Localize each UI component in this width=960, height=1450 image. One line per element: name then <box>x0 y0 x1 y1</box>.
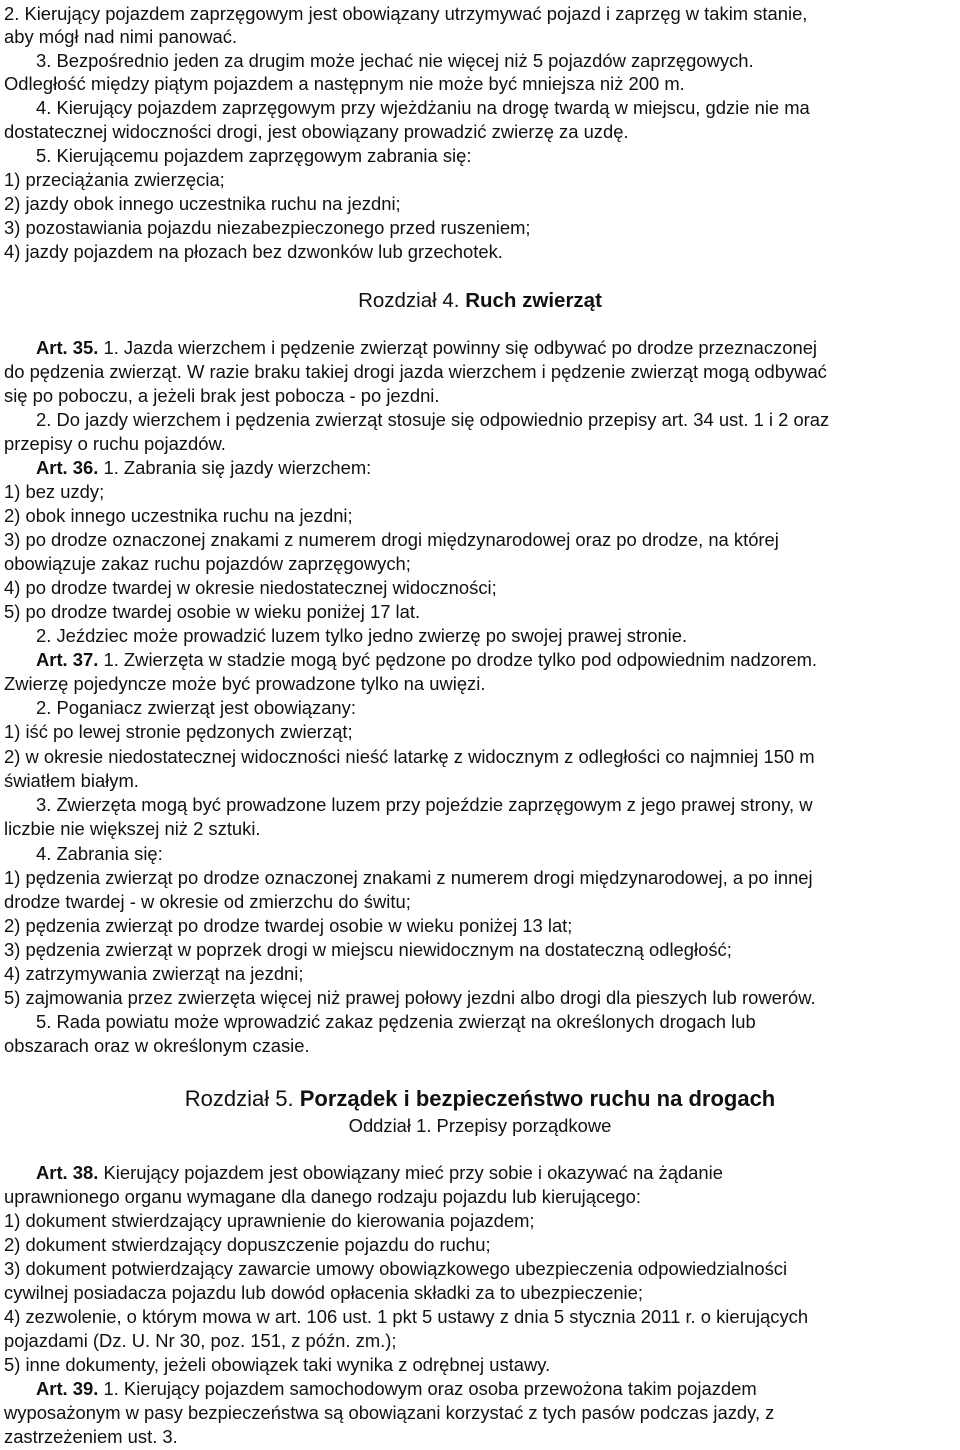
text-line: 2) obok innego uczestnika ruchu na jezdni; <box>4 505 353 526</box>
section-subtitle: Oddział 1. Przepisy porządkowe <box>348 1115 612 1136</box>
text-line: 4. Kierujący pojazdem zaprzęgowym przy wjeżdżaniu na drogę twardą w miejscu, gdzie nie ma <box>36 97 810 118</box>
text-line: liczbie nie większej niż 2 sztuki. <box>4 818 261 839</box>
text-line: Odległość między piątym pojazdem a następnym nie może być mniejsza niż 200 m. <box>4 73 685 94</box>
article-text: 1. Zwierzęta w stadzie mogą być pędzone po drodze tylko pod odpowiednim nadzorem. <box>103 649 818 670</box>
text-line: 5) po drodze twardej osobie w wieku poniżej 17 lat. <box>4 601 421 622</box>
text-line: 5. Kierującemu pojazdem zaprzęgowym zabrania się: <box>36 145 472 166</box>
chapter-title: Ruch zwierząt <box>465 289 602 312</box>
text-line: 2. Do jazdy wierzchem i pędzenia zwierząt stosuje się odpowiednio przepisy art. 34 ust. 1 i 2 oraz <box>36 409 830 430</box>
text-line: 5) zajmowania przez zwierzęta więcej niż prawej połowy jezdni albo drogi dla pieszych lub rowerów. <box>4 987 816 1008</box>
text-line: drodze twardej - w okresie od zmierzchu do świtu; <box>4 891 411 912</box>
text-line: 3) po drodze oznaczonej znakami z numerem drogi międzynarodowej oraz po drodze, na której <box>4 529 779 550</box>
article-label: Art. 39. <box>36 1378 99 1399</box>
text-line: 1) przeciążania zwierzęcia; <box>4 169 225 190</box>
text-line: dostatecznej widoczności drogi, jest obowiązany prowadzić zwierzę za uzdę. <box>4 121 629 142</box>
text-line: 4) jazdy pojazdem na płozach bez dzwonków lub grzechotek. <box>4 241 503 262</box>
text-line: 2. Jeździec może prowadzić luzem tylko jedno zwierzę po swojej prawej stronie. <box>36 625 688 646</box>
text-line: 3. Zwierzęta mogą być prowadzone luzem przy pojeździe zaprzęgowym z jego prawej strony, w <box>36 794 813 815</box>
text-line: 2) dokument stwierdzający dopuszczenie pojazdu do ruchu; <box>4 1234 491 1255</box>
chapter-number: Rozdział 4. <box>358 289 460 312</box>
text-line: 4) zezwolenie, o którym mowa w art. 106 ust. 1 pkt 5 ustawy z dnia 5 stycznia 2011 r. o kierujących <box>4 1306 809 1327</box>
text-line: 2) w okresie niedostatecznej widoczności nieść latarkę z widocznym z odległości co najmniej 150 m <box>4 746 815 767</box>
text-line: 3) pozostawiania pojazdu niezabezpieczonego przed ruszeniem; <box>4 217 531 238</box>
text-line: 1) pędzenia zwierząt po drodze oznaczonej znakami z numerem drogi międzynarodowej, a po innej <box>4 867 813 888</box>
text-line: aby mógł nad nimi panować. <box>4 26 238 47</box>
text-line: 4. Zabrania się: <box>36 843 163 864</box>
article-line <box>36 1161 723 1185</box>
article-text: 1. Zabrania się jazdy wierzchem: <box>103 457 372 478</box>
article-line <box>36 336 817 360</box>
article-label: Art. 38. <box>36 1162 99 1183</box>
article-text: 1. Jazda wierzchem i pędzenie zwierząt powinny się odbywać po drodze przeznaczonej <box>103 337 818 358</box>
text-line: 2. Poganiacz zwierząt jest obowiązany: <box>36 697 356 718</box>
text-line: 5) inne dokumenty, jeżeli obowiązek taki wynika z odrębnej ustawy. <box>4 1354 551 1375</box>
text-line: wyposażonym w pasy bezpieczeństwa są obowiązani korzystać z tych pasów podczas jazdy, z <box>4 1402 775 1423</box>
text-line: 1) dokument stwierdzający uprawnienie do kierowania pojazdem; <box>4 1210 535 1231</box>
chapter-heading <box>0 1087 960 1111</box>
text-line: 2) pędzenia zwierząt po drodze twardej osobie w wieku poniżej 13 lat; <box>4 915 573 936</box>
text-line: Zwierzę pojedyncze może być prowadzone tylko na uwięzi. <box>4 673 486 694</box>
text-line: 4) po drodze twardej w okresie niedostatecznej widoczności; <box>4 577 497 598</box>
article-label: Art. 35. <box>36 337 99 358</box>
article-text: Kierujący pojazdem jest obowiązany mieć przy sobie i okazywać na żądanie <box>103 1162 723 1183</box>
text-line: przepisy o ruchu pojazdów. <box>4 433 226 454</box>
text-line: obowiązuje zakaz ruchu pojazdów zaprzęgowych; <box>4 553 411 574</box>
text-line: się po poboczu, a jeżeli brak jest pobocza - po jezdni. <box>4 385 440 406</box>
text-line: zastrzeżeniem ust. 3. <box>4 1426 178 1447</box>
chapter-heading <box>0 289 960 313</box>
text-line: 3. Bezpośrednio jeden za drugim może jechać nie więcej niż 5 pojazdów zaprzęgowych. <box>36 50 754 71</box>
text-line: uprawnionego organu wymagane dla danego rodzaju pojazdu lub kierującego: <box>4 1186 641 1207</box>
text-line: obszarach oraz w określonym czasie. <box>4 1035 310 1056</box>
article-label: Art. 37. <box>36 649 99 670</box>
text-line: 5. Rada powiatu może wprowadzić zakaz pędzenia zwierząt na określonych drogach lub <box>36 1011 756 1032</box>
text-line: do pędzenia zwierząt. W razie braku takiej drogi jazda wierzchem i pędzenie zwierząt mogą odbywać <box>4 361 827 382</box>
text-line: 4) zatrzymywania zwierząt na jezdni; <box>4 963 304 984</box>
text-line: pojazdami (Dz. U. Nr 30, poz. 151, z późn. zm.); <box>4 1330 397 1351</box>
text-line: 3) dokument potwierdzający zawarcie umowy obowiązkowego ubezpieczenia odpowiedzialności <box>4 1258 788 1279</box>
text-line: 2) jazdy obok innego uczestnika ruchu na jezdni; <box>4 193 401 214</box>
article-line <box>36 648 817 672</box>
text-line: cywilnej posiadacza pojazdu lub dowód opłacenia składki za to ubezpieczenie; <box>4 1282 643 1303</box>
article-text: 1. Kierujący pojazdem samochodowym oraz osoba przewożona takim pojazdem <box>103 1378 757 1399</box>
article-label: Art. 36. <box>36 457 99 478</box>
article-line <box>36 1377 757 1401</box>
chapter-title: Porządek i bezpieczeństwo ruchu na drogach <box>299 1086 776 1111</box>
text-line: 2. Kierujący pojazdem zaprzęgowym jest obowiązany utrzymywać pojazd i zaprzęg w takim stanie, <box>4 3 808 24</box>
text-line: światłem białym. <box>4 770 139 791</box>
article-line <box>36 456 371 480</box>
text-line: 3) pędzenia zwierząt w poprzek drogi w miejscu niewidocznym na dostateczną odległość; <box>4 939 732 960</box>
chapter-number: Rozdział 5. <box>184 1086 294 1111</box>
text-line: 1) bez uzdy; <box>4 481 105 502</box>
text-line: 1) iść po lewej stronie pędzonych zwierząt; <box>4 721 353 742</box>
